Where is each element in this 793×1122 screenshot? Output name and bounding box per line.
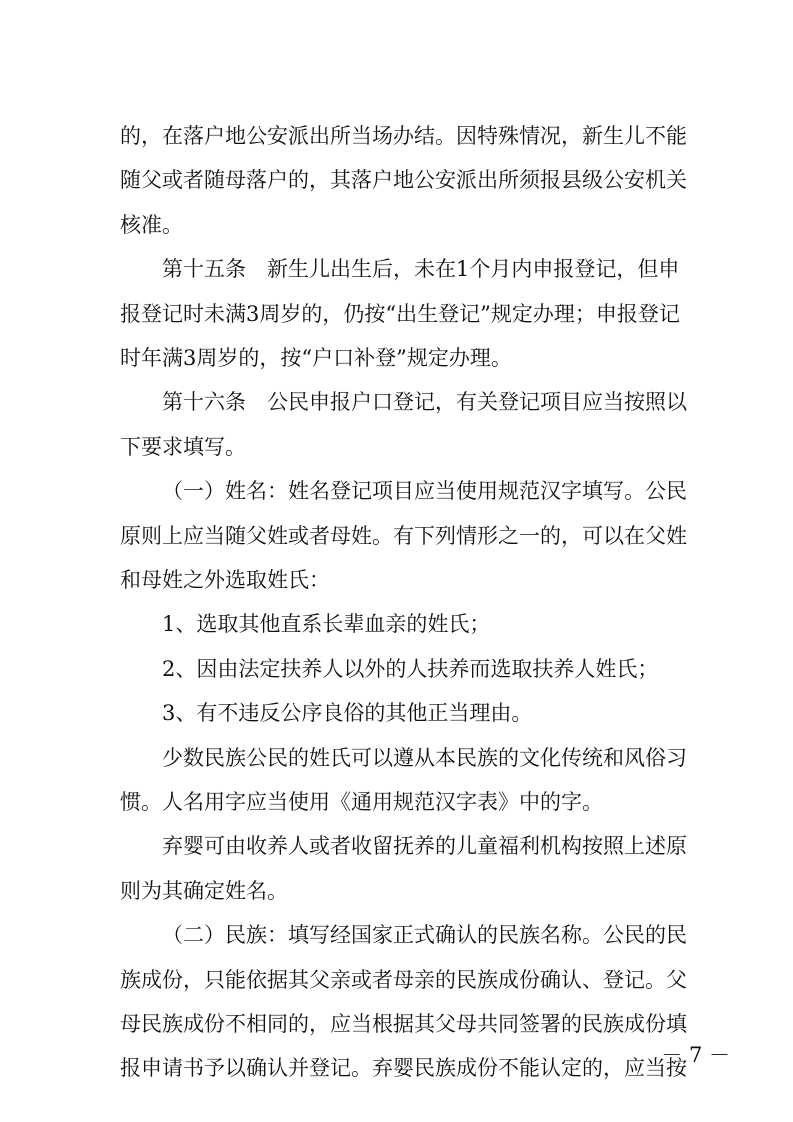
page-number: － 7 － <box>661 1043 730 1067</box>
text-line: （二）民族：填写经国家正式确认的民族名称。公民的民 <box>162 923 687 947</box>
text-line: 则为其确定姓名。 <box>120 879 288 903</box>
text-line: 时年满3周岁的，按“户口补登”规定办理。 <box>120 346 512 370</box>
text-line: 报登记时未满3周岁的，仍按“出生登记”规定办理；申报登记 <box>120 302 680 326</box>
text-line: 随父或者随母落户的，其落户地公安派出所须报县级公安机关 <box>120 168 687 192</box>
text-line: 第十六条 公民申报户口登记，有关登记项目应当按照以 <box>162 390 687 414</box>
text-line: （一）姓名：姓名登记项目应当使用规范汉字填写。公民 <box>162 479 687 503</box>
text-line: 和母姓之外选取姓氏： <box>120 568 330 592</box>
text-line: 弃婴可由收养人或者收留抚养的儿童福利机构按照上述原 <box>162 834 687 858</box>
text-line: 下要求填写。 <box>120 435 246 459</box>
text-line: 报申请书予以确认并登记。弃婴民族成份不能认定的，应当按 <box>120 1056 687 1080</box>
text-line: 的，在落户地公安派出所当场办结。因特殊情况，新生儿不能 <box>120 124 687 148</box>
text-line: 1、选取其他直系长辈血亲的姓氏； <box>162 612 491 636</box>
text-line: 原则上应当随父姓或者母姓。有下列情形之一的，可以在父姓 <box>120 524 687 548</box>
text-line: 2、因由法定扶养人以外的人扶养而选取扶养人姓氏； <box>162 657 659 681</box>
text-line: 第十五条 新生儿出生后，未在1个月内申报登记，但申 <box>162 257 680 281</box>
text-line: 3、有不违反公序良俗的其他正当理由。 <box>162 701 533 725</box>
text-line: 母民族成份不相同的，应当根据其父母共同签署的民族成份填 <box>120 1012 687 1036</box>
text-line: 族成份，只能依据其父亲或者母亲的民族成份确认、登记。父 <box>120 968 687 992</box>
text-line: 核准。 <box>120 213 183 237</box>
text-line: 少数民族公民的姓氏可以遵从本民族的文化传统和风俗习 <box>162 746 687 770</box>
text-line: 惯。人名用字应当使用《通用规范汉字表》中的字。 <box>120 790 603 814</box>
